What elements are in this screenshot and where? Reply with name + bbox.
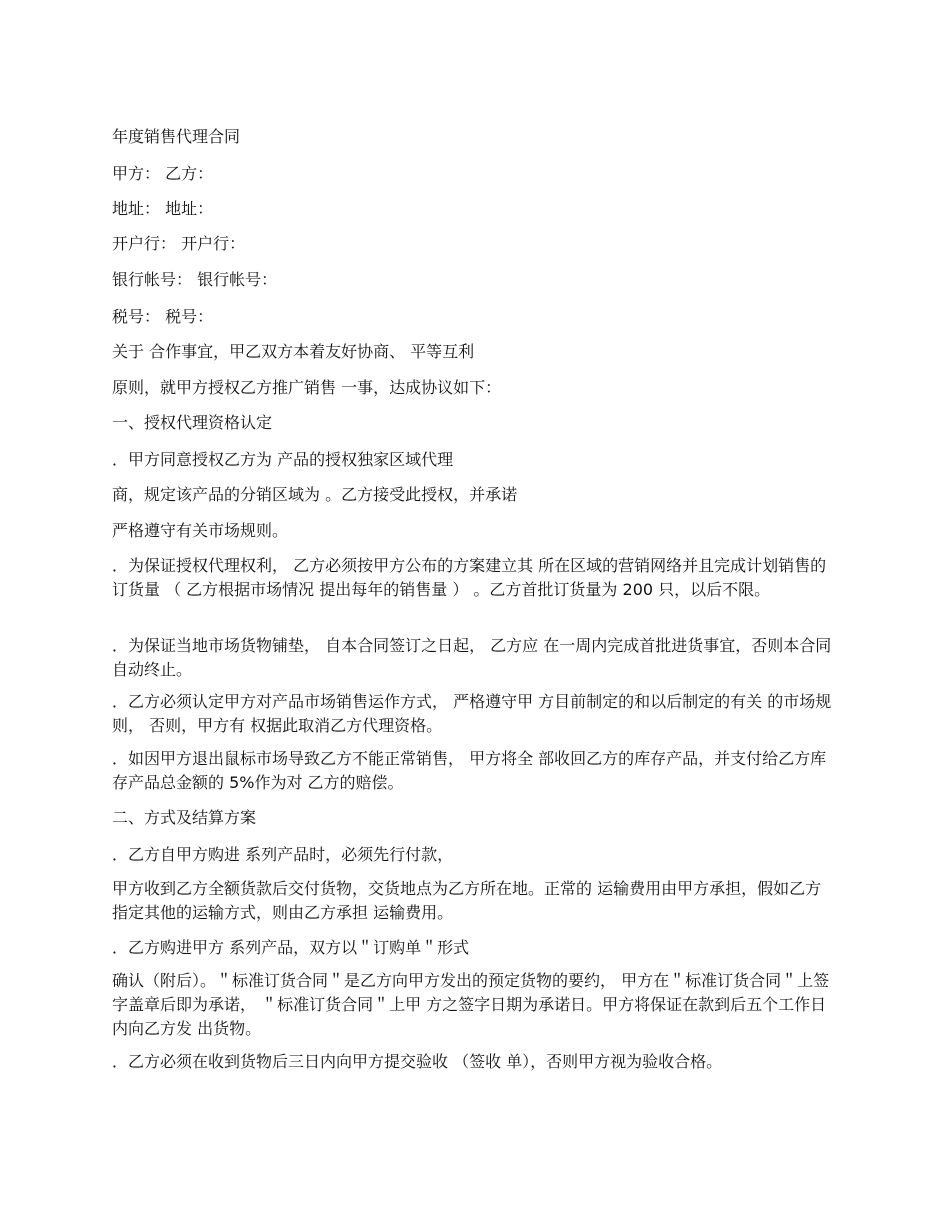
account-line: 银行帐号： 银行帐号： xyxy=(112,270,278,289)
tax-line: 税号： 税号： xyxy=(112,307,214,326)
intro-line-2: 原则，就甲方授权乙方推广销售 一事，达成协议如下： xyxy=(112,378,502,397)
party-line: 甲方： 乙方： xyxy=(112,164,214,183)
clause-1-line-3: 严格遵守有关市场规则。 xyxy=(112,521,289,540)
section-heading-1: 一、授权代理资格认定 xyxy=(112,413,273,432)
document-title: 年度销售代理合同 xyxy=(112,127,241,146)
order-clause-2: 确认（附后）。＂标准订货合同＂是乙方向甲方发出的预定货物的要约， 甲方在＂标准订货合同＂上签字盖章后即为承诺， ＂标准订货合同＂上甲 方之签字日期为承诺日。甲方将保证在款到后五个工作日内向乙方发 出货物。 xyxy=(112,971,830,1038)
clause-1-line-1: ．甲方同意授权乙方为 产品的授权独家区域代理 xyxy=(112,450,454,469)
acceptance-clause: ．乙方必须在收到货物后三日内向甲方提交验收 （签收 单），否则甲方视为验收合格。 xyxy=(112,1052,723,1071)
intro-line-1: 关于 合作事宜，甲乙双方本着友好协商、 平等互利 xyxy=(112,342,475,361)
payment-clause-2: 甲方收到乙方全额货款后交付货物，交货地点为乙方所在地。正常的 运输费用由甲方承担，假如乙方指定其他的运输方式，则由乙方承担 运输费用。 xyxy=(112,879,822,922)
section-heading-2: 二、方式及结算方案 xyxy=(112,808,257,827)
order-clause-1: ．乙方购进甲方 系列产品，双方以＂订购单＂形式 xyxy=(112,938,470,957)
bank-line: 开户行： 开户行： xyxy=(112,234,246,253)
payment-clause-1: ．乙方自甲方购进 系列产品时，必须先行付款， xyxy=(112,845,454,864)
clause-5: ．如因甲方退出鼠标市场导致乙方不能正常销售， 甲方将全 部收回乙方的库存产品，并支付给乙方库存产品总金额的 5%作为对 乙方的赔偿。 xyxy=(112,749,827,792)
clause-2: ．为保证授权代理权利， 乙方必须按甲方公布的方案建立其 所在区域的营销网络并且完成计划销售的订货量 （ 乙方根据市场情况 提出每年的销售量 ） 。乙方首批订货量为 200 只，以后不限。 xyxy=(112,556,827,599)
clause-1-line-2: 商，规定该产品的分销区域为 。乙方接受此授权，并承诺 xyxy=(112,485,518,504)
clause-4: ．乙方必须认定甲方对产品市场销售运作方式， 严格遵守甲 方目前制定的和以后制定的有关 的市场规则， 否则，甲方有 权据此取消乙方代理资格。 xyxy=(112,692,832,735)
clause-3: ．为保证当地市场货物铺垫， 自本合同签订之日起， 乙方应 在一周内完成首批进货事宜，否则本合同自动终止。 xyxy=(112,636,832,679)
address-line: 地址： 地址： xyxy=(112,199,214,218)
